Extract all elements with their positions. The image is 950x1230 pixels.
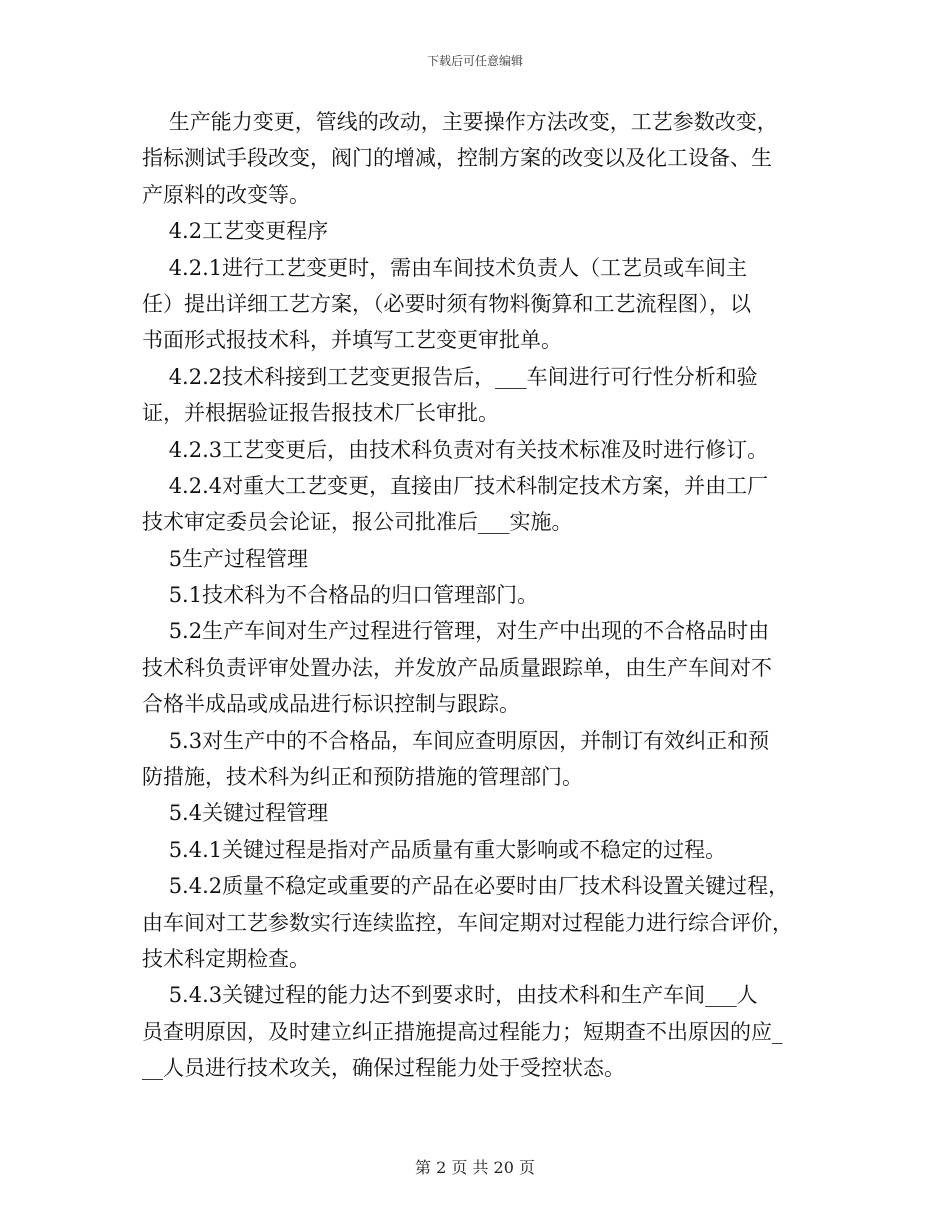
text-line: 指标测试手段改变，阀门的增减，控制方案的改变以及化工设备、生 bbox=[142, 146, 772, 171]
text-line: 合格半成品或成品进行标识控制与跟踪。 bbox=[142, 692, 520, 717]
text-line: 任）提出详细工艺方案，（必要时须有物料衡算和工艺流程图），以 bbox=[142, 291, 751, 316]
text-line: 4.2.3工艺变更后，由技术科负责对有关技术标准及时进行修订。 bbox=[142, 437, 769, 462]
text-line: 由车间对工艺参数实行连续监控，车间定期对过程能力进行综合评价， bbox=[142, 910, 793, 935]
text-line: 4.2.1进行工艺变更时，需由车间技术负责人（工艺员或车间主 bbox=[142, 255, 748, 280]
text-line: __人员进行技术攻关，确保过程能力处于受控状态。 bbox=[142, 1056, 625, 1081]
document-body bbox=[142, 104, 822, 1087]
text-line: 5.4.2质量不稳定或重要的产品在必要时由厂技术科设置关键过程， bbox=[142, 874, 790, 899]
text-line: 员查明原因，及时建立纠正措施提高过程能力；短期查不出原因的应_ bbox=[142, 1019, 783, 1044]
text-line: 5.4.3关键过程的能力达不到要求时，由技术科和生产车间___人 bbox=[142, 983, 758, 1008]
text-line: 技术科负责评审处置办法，并发放产品质量跟踪单，由生产车间对不 bbox=[142, 655, 772, 680]
text-line: 5生产过程管理 bbox=[142, 546, 309, 571]
text-line: 5.4关键过程管理 bbox=[142, 801, 329, 826]
text-line: 技术审定委员会论证，报公司批准后___实施。 bbox=[142, 510, 573, 535]
text-line: 防措施，技术科为纠正和预防措施的管理部门。 bbox=[142, 765, 583, 790]
text-line: 产原料的改变等。 bbox=[142, 182, 310, 207]
text-line: 5.4.1关键过程是指对产品质量有重大影响或不稳定的过程。 bbox=[142, 837, 727, 862]
text-line: 生产能力变更，管线的改动，主要操作方法改变，工艺参数改变， bbox=[142, 110, 778, 134]
page-header: 下载后可任意编辑 bbox=[426, 54, 523, 68]
text-line: 书面形式报技术科，并填写工艺变更审批单。 bbox=[142, 328, 562, 353]
text-line: 5.1技术科为不合格品的归口管理部门。 bbox=[142, 583, 539, 608]
text-line: 4.2工艺变更程序 bbox=[142, 219, 329, 244]
text-line: 技术科定期检查。 bbox=[142, 946, 310, 971]
text-line: 5.3对生产中的不合格品，车间应查明原因，并制订有效纠正和预 bbox=[142, 728, 770, 753]
text-line: 5.2生产车间对生产过程进行管理，对生产中出现的不合格品时由 bbox=[142, 619, 770, 644]
text-line: 证，并根据验证报告报技术厂长审批。 bbox=[142, 401, 499, 426]
text-line: 4.2.4对重大工艺变更，直接由厂技术科制定技术方案，并由工厂 bbox=[142, 473, 769, 498]
page-footer: 第 2 页 共 20 页 bbox=[415, 1158, 535, 1177]
text-line: 4.2.2技术科接到工艺变更报告后，___车间进行可行性分析和验 bbox=[142, 364, 758, 389]
